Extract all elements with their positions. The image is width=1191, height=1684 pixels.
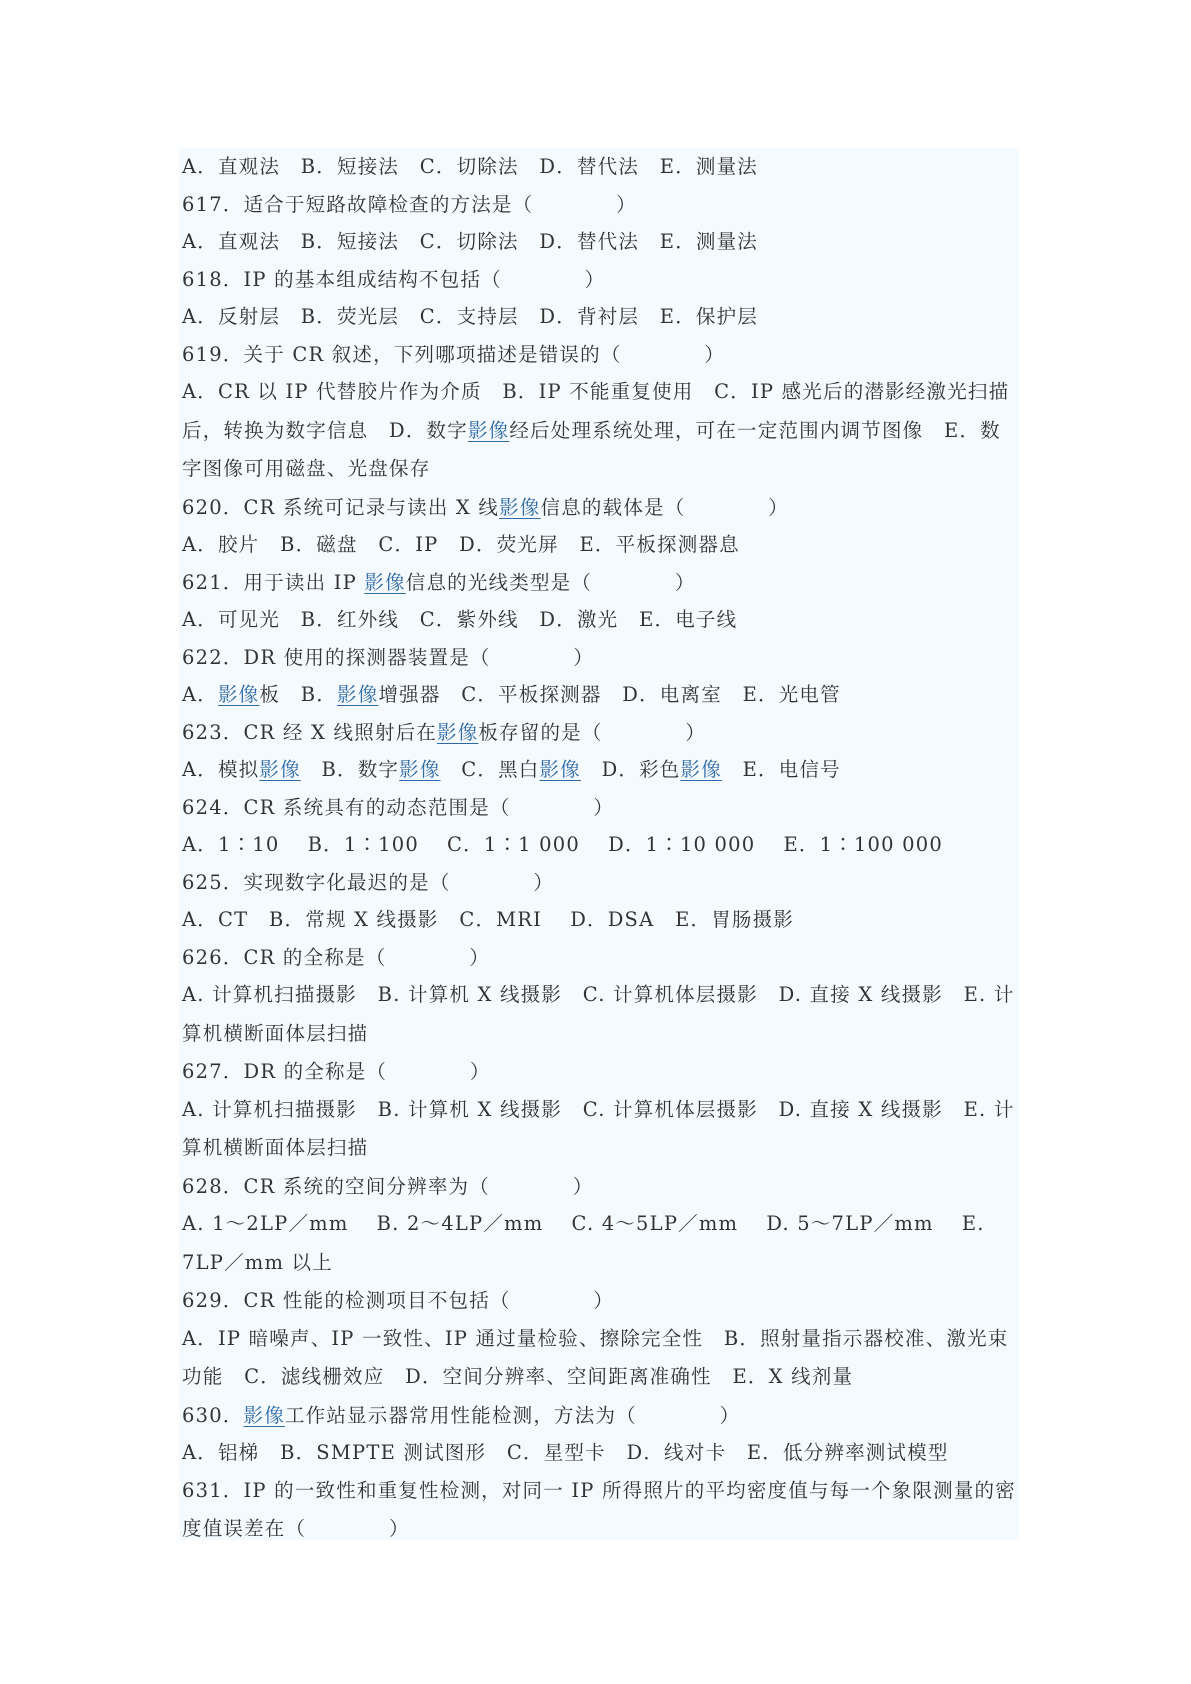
answer-options: A．胶片 B．磁盘 C．IP D．荧光屏 E．平板探测器息 (182, 533, 740, 556)
question-618: 618．IP 的基本组成结构不包括（ ） (182, 267, 606, 291)
answer-options: A．IP 暗噪声、IP 一致性、IP 通过量检验、擦除完全性 B．照射量指示器校准、激光束功能 C．滤线栅效应 D．空间分辨率、空间距离准确性 E．X 线剂量 (182, 1326, 1009, 1388)
keyword-link[interactable]: 影像 (243, 1403, 285, 1427)
answer-options: A．模拟影像 B．数字影像 C．黑白影像 D．彩色影像 E．电信号 (182, 758, 841, 781)
answer-options: A．可见光 B．红外线 C．紫外线 D．激光 E．电子线 (182, 608, 738, 631)
answer-options: A．直观法 B．短接法 C．切除法 D．替代法 E．测量法 (182, 230, 759, 253)
keyword-link[interactable]: 影像 (364, 570, 406, 594)
answer-options: A．CT B．常规 X 线摄影 C．MRI D．DSA E．胃肠摄影 (182, 908, 795, 931)
question-631: 631．IP 的一致性和重复性检测，对同一 IP 所得照片的平均密度值与每一个象限测量的密度值误差在（ ） (182, 1478, 1016, 1540)
keyword-link[interactable]: 影像 (399, 758, 441, 781)
keyword-link[interactable]: 影像 (680, 758, 722, 781)
answer-options: A．CR 以 IP 代替胶片作为介质 B．IP 不能重复使用 C．IP 感光后的潜影经激光扫描后，转换为数字信息 D．数字影像经后处理系统处理，可在一定范围内调节图像 E．数字图像可用磁盘、光盘保存 (182, 380, 1010, 480)
answer-options: A. 1～2LP／mm B. 2～4LP／mm C. 4～5LP／mm D. 5～7LP／mm E. 7LP／mm 以上 (182, 1212, 985, 1274)
keyword-link[interactable]: 影像 (337, 683, 379, 706)
question-622: 622．DR 使用的探测器装置是（ ） (182, 645, 595, 669)
answer-options: A. 计算机扫描摄影 B. 计算机 X 线摄影 C. 计算机体层摄影 D. 直接 X 线摄影 E. 计算机横断面体层扫描 (182, 1097, 1015, 1159)
question-620: 620．CR 系统可记录与读出 X 线影像信息的载体是（ ） (182, 495, 789, 519)
keyword-link[interactable]: 影像 (467, 418, 510, 442)
question-629: 629．CR 性能的检测项目不包括（ ） (182, 1289, 615, 1312)
keyword-link[interactable]: 影像 (437, 720, 479, 744)
keyword-link[interactable]: 影像 (499, 495, 541, 519)
question-627: 627．DR 的全称是（ ） (182, 1060, 491, 1083)
question-628: 628．CR 系统的空间分辨率为（ ） (182, 1174, 594, 1198)
keyword-link[interactable]: 影像 (539, 758, 581, 781)
keyword-link[interactable]: 影像 (259, 758, 301, 781)
question-624: 624．CR 系统具有的动态范围是（ ） (182, 795, 615, 819)
answer-options: A．直观法 B．短接法 C．切除法 D．替代法 E．测量法 (182, 155, 759, 178)
answer-options: A．影像板 B．影像增强器 C．平板探测器 D．电离室 E．光电管 (182, 683, 841, 706)
question-619: 619．关于 CR 叙述，下列哪项描述是错误的（ ） (182, 342, 726, 366)
document-body (179, 148, 1019, 1540)
answer-options: A. 计算机扫描摄影 B. 计算机 X 线摄影 C. 计算机体层摄影 D. 直接 X 线摄影 E. 计算机横断面体层扫描 (182, 983, 1015, 1045)
question-617: 617．适合于短路故障检查的方法是（ ） (182, 192, 637, 216)
question-623: 623．CR 经 X 线照射后在影像板存留的是（ ） (182, 720, 707, 744)
keyword-link[interactable]: 影像 (217, 683, 260, 706)
answer-options: A．铝梯 B．SMPTE 测试图形 C．星型卡 D．线对卡 E．低分辨率测试模型 (182, 1441, 949, 1464)
question-630: 630．影像工作站显示器常用性能检测，方法为（ ） (182, 1403, 741, 1427)
question-625: 625．实现数字化最迟的是（ ） (182, 870, 555, 894)
answer-options: A．1∶10 B．1∶100 C．1∶1 000 D．1∶10 000 E．1∶100 000 (182, 833, 943, 856)
question-626: 626．CR 的全称是（ ） (182, 945, 490, 969)
question-621: 621．用于读出 IP 影像信息的光线类型是（ ） (182, 570, 696, 594)
answer-options: A．反射层 B．荧光层 C．支持层 D．背衬层 E．保护层 (182, 305, 759, 328)
